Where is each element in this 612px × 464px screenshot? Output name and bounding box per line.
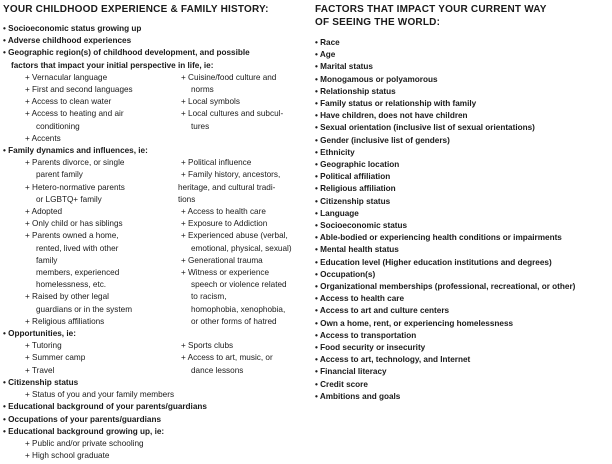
list-item: • Race: [315, 38, 340, 47]
sub-item: + Cuisine/food culture and: [181, 72, 277, 82]
sub-item: + First and second languages: [25, 85, 133, 95]
sub-item: + Raised by other legal: [25, 292, 109, 302]
list-item: • Relationship status: [315, 86, 396, 96]
sub-item: + Sports clubs: [181, 341, 234, 351]
sub-item: + Exposure to Addiction: [181, 219, 268, 229]
sub-item-continuation: homophobia, xenophobia,: [191, 304, 286, 314]
list-item: • Occupations of your parents/guardians: [3, 414, 162, 424]
sub-item-continuation: to racism,: [191, 292, 227, 302]
list-item: • Citizenship status: [3, 377, 79, 387]
sub-item-continuation: or LGBTQ+ family: [36, 194, 102, 204]
list-item: • Access to art and culture centers: [315, 306, 450, 316]
childhood-heading: YOUR CHILDHOOD EXPERIENCE & FAMILY HISTORY:: [3, 4, 269, 15]
sub-item: + Access to clean water: [25, 97, 112, 107]
sub-item-continuation: heritage, and cultural tradi-: [178, 182, 276, 192]
list-item: • Marital status: [315, 62, 373, 72]
list-item: • Gender (inclusive list of genders): [315, 135, 450, 145]
current-factors-column: [315, 0, 611, 403]
opportunities-sublist: [3, 340, 303, 377]
factors-heading-line-2: OF SEEING THE WORLD:: [315, 17, 441, 28]
sub-item: + Public and/or private schooling: [25, 438, 144, 448]
sub-item-continuation: family: [36, 255, 58, 265]
sub-item: + Witness or experience: [181, 268, 270, 278]
sub-item: + Religious affiliations: [25, 316, 105, 326]
list-item: • Monogamous or polyamorous: [315, 74, 438, 84]
sub-item: + Accents: [25, 133, 61, 143]
sub-item: + Generational trauma: [181, 255, 263, 265]
sub-item: + Access to health care: [181, 207, 266, 217]
list-item: • Access to transportation: [315, 330, 417, 340]
sub-item: + Tutoring: [25, 341, 62, 351]
sub-item: + Adopted: [25, 207, 63, 217]
sub-item: + Experienced abuse (verbal,: [181, 231, 288, 241]
list-item: • Education level (Higher education institutions and degrees): [315, 257, 552, 267]
list-item-continuation: factors that impact your initial perspective in life, ie:: [11, 60, 214, 70]
list-item: • Sexual orientation (inclusive list of sexual orientations): [315, 123, 535, 133]
sub-item-continuation: or other forms of hatred: [191, 316, 277, 326]
sub-item-continuation: guardians or in the system: [36, 304, 133, 314]
list-item: • Own a home, rent, or experiencing homelessness: [315, 318, 514, 328]
factors-heading: [315, 0, 611, 29]
list-item: • Religious affiliation: [315, 184, 396, 194]
sub-item-continuation: homelessness, etc.: [36, 280, 107, 290]
sub-item-continuation: tions: [178, 194, 196, 204]
sub-item-continuation: parent family: [36, 170, 83, 180]
list-item: • Political affiliation: [315, 172, 391, 182]
sub-item: + Access to art, music, or: [181, 353, 273, 363]
list-item: • Language: [315, 208, 359, 218]
sub-item: + Parents owned a home,: [25, 231, 119, 241]
sub-item-continuation: emotional, physical, sexual): [191, 243, 292, 253]
list-item: • Geographic location: [315, 160, 400, 170]
geography-sublist: [3, 72, 303, 145]
sub-item: + Family history, ancestors,: [181, 170, 281, 180]
sub-item: + High school graduate: [25, 451, 110, 461]
list-item: • Mental health status: [315, 245, 399, 255]
list-item: • Adverse childhood experiences: [3, 36, 132, 46]
sub-item: + Status of you and your family members: [25, 390, 175, 400]
sub-item-continuation: tures: [191, 121, 210, 131]
list-item: • Educational background growing up, ie:: [3, 426, 165, 436]
sub-item: + Access to heating and air: [25, 109, 124, 119]
list-item: • Family dynamics and influences, ie:: [3, 146, 148, 156]
list-item: • Geographic region(s) of childhood development, and possible: [3, 48, 250, 58]
family-sublist: [3, 157, 303, 328]
sub-item: + Only child or has siblings: [25, 219, 123, 229]
list-item: • Opportunities, ie:: [3, 329, 76, 339]
list-item: • Access to art, technology, and Internet: [315, 355, 471, 365]
sub-item-continuation: members, experienced: [36, 268, 120, 278]
list-item: • Credit score: [315, 379, 368, 389]
list-item: • Educational background of your parents/guardians: [3, 402, 207, 412]
list-item: • Citizenship status: [315, 196, 391, 206]
sub-item: + Local cultures and subcul-: [181, 109, 284, 119]
factors-list: [315, 37, 611, 403]
list-item: • Age: [315, 50, 336, 60]
sub-item: + Hetero-normative parents: [25, 182, 125, 192]
list-item: • Financial literacy: [315, 367, 387, 377]
list-item: • Food security or insecurity: [315, 343, 426, 353]
list-item: • Organizational memberships (professional, recreational, or other): [315, 282, 576, 292]
list-item: • Family status or relationship with family: [315, 99, 477, 109]
list-item: • Occupation(s): [315, 269, 376, 279]
sub-item-continuation: dance lessons: [191, 365, 244, 375]
sub-item-continuation: norms: [191, 85, 214, 95]
sub-item: + Political influence: [181, 158, 252, 168]
list-item: • Have children, does not have children: [315, 111, 468, 121]
list-item: • Socioeconomic status: [315, 221, 408, 231]
sub-item: + Parents divorce, or single: [25, 158, 125, 168]
sub-item: + Local symbols: [181, 97, 240, 107]
list-item: • Able-bodied or experiencing health conditions or impairments: [315, 233, 562, 243]
sub-item: + Summer camp: [25, 353, 86, 363]
list-item: • Socioeconomic status growing up: [3, 24, 142, 33]
sub-item-continuation: speech or violence related: [191, 280, 287, 290]
list-item: • Ethnicity: [315, 147, 355, 157]
list-item: • Ambitions and goals: [315, 391, 401, 401]
sub-item-continuation: conditioning: [36, 121, 80, 131]
sub-item-continuation: rented, lived with other: [36, 243, 119, 253]
sub-item: + Travel: [25, 365, 55, 375]
factors-heading-line-1: FACTORS THAT IMPACT YOUR CURRENT WAY: [315, 4, 547, 15]
sub-item: + Vernacular language: [25, 72, 108, 82]
childhood-column: [3, 0, 303, 462]
list-item: • Access to health care: [315, 294, 405, 304]
